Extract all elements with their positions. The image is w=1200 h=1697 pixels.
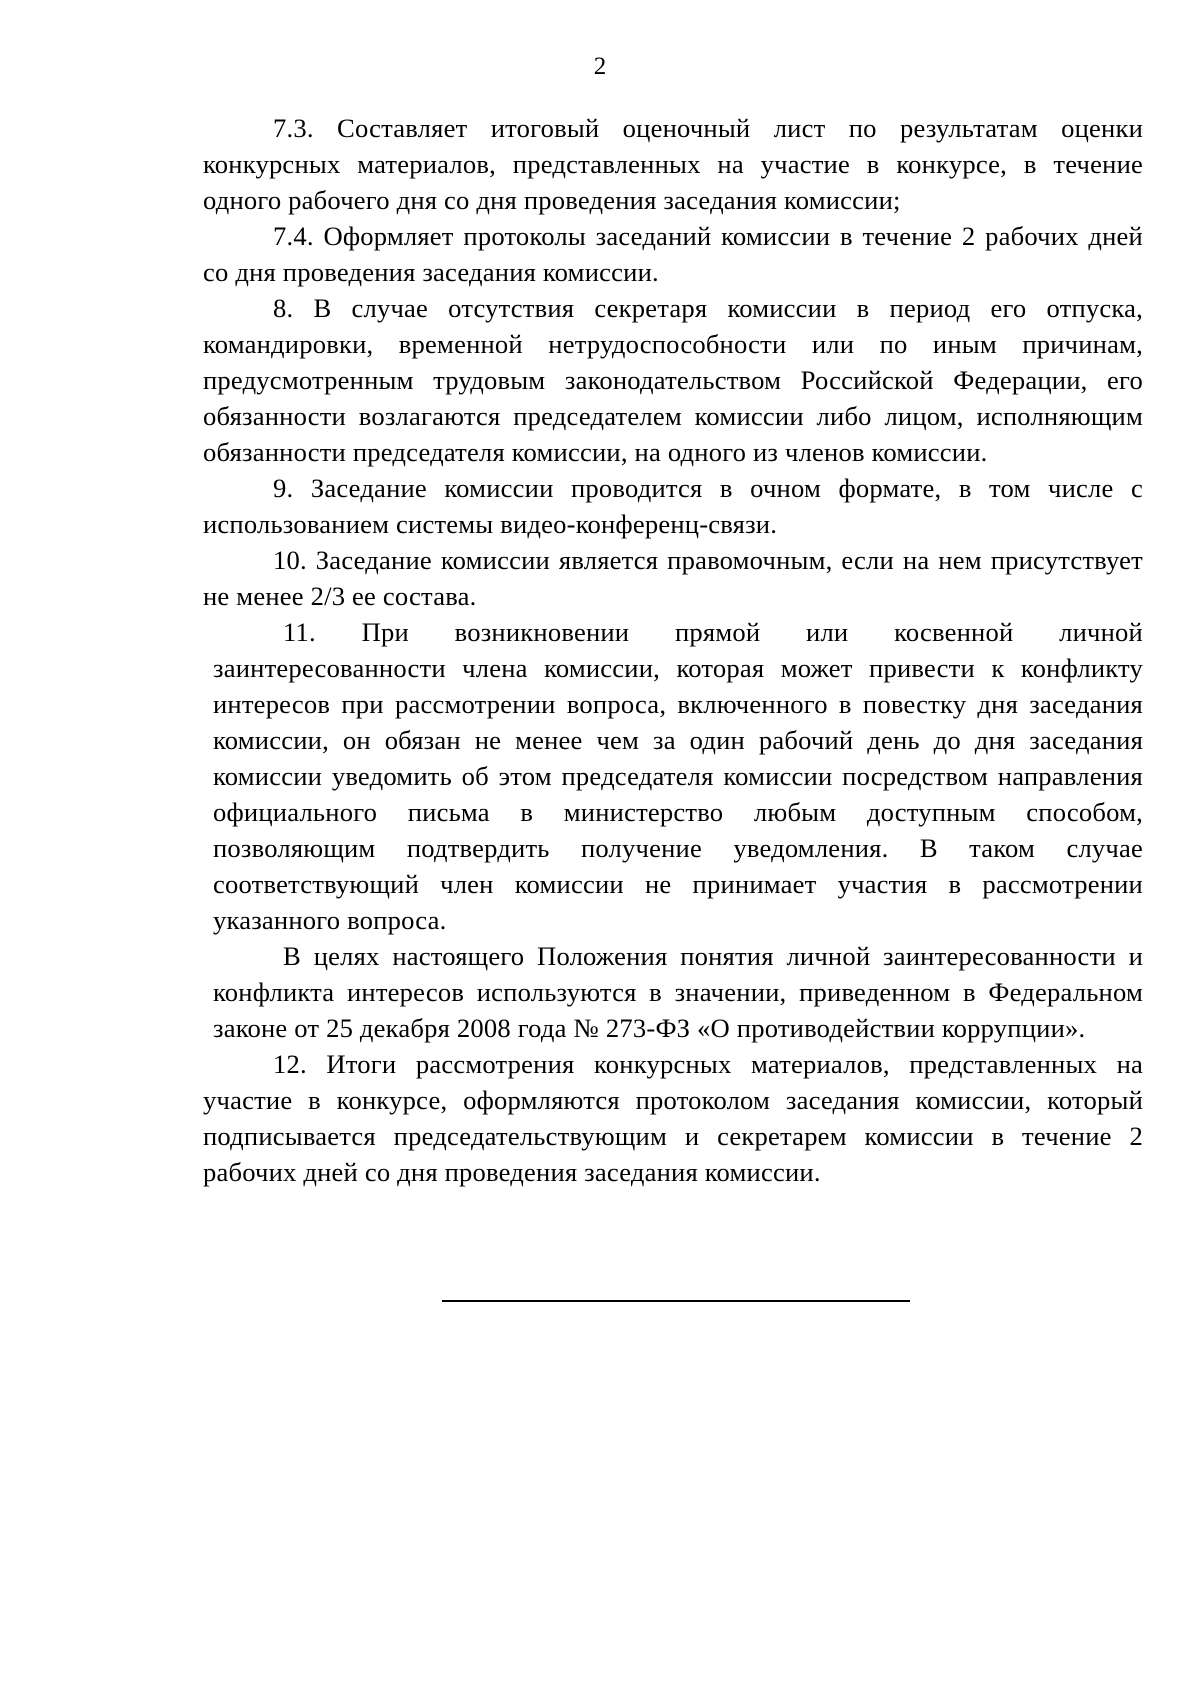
paragraph-7-4: 7.4. Оформляет протоколы заседаний комиссии в течение 2 рабочих дней со дня проведения заседания комиссии. (203, 221, 1143, 287)
page-number: 2 (593, 53, 607, 80)
paragraph-10: 10. Заседание комиссии является правомочным, если на нем присутствует не менее 2/3 ее состава. (203, 545, 1143, 611)
paragraph-8: 8. В случае отсутствия секретаря комиссии в период его отпуска, командировки, временной нетрудоспособности или по иным причинам, предусмотренным трудовым законодательством Российской Федерации, его обязанности возлагаются председателем комиссии либо лицом, исполняющим обязанности председателя комиссии, на одного из членов комиссии. (203, 293, 1143, 467)
paragraph-12: 12. Итоги рассмотрения конкурсных материалов, представленных на участие в конкурсе, оформляются протоколом заседания комиссии, который подписывается председательствующим и секретарем комиссии в течение 2 рабочих дней со дня проведения заседания комиссии. (203, 1049, 1143, 1187)
end-separator-line (442, 1300, 910, 1302)
paragraph-7-3: 7.3. Составляет итоговый оценочный лист по результатам оценки конкурсных материалов, представленных на участие в конкурсе, в течение одного рабочего дня со дня проведения заседания комиссии; (203, 113, 1143, 215)
paragraph-11: 11. При возникновении прямой или косвенной личной заинтересованности члена комиссии, которая может привести к конфликту интересов при рассмотрении вопроса, включенного в повестку дня заседания комиссии, он обязан не менее чем за один рабочий день до дня заседания комиссии уведомить об этом председателя комиссии посредством направления официального письма в министерство любым доступным способом, позволяющим подтвердить получение уведомления. В таком случае соответствующий член комиссии не принимает участия в рассмотрении указанного вопроса. (213, 617, 1143, 935)
document-body (203, 110, 1143, 1190)
paragraph-9: 9. Заседание комиссии проводится в очном формате, в том числе с использованием системы видео-конференц-связи. (203, 473, 1143, 539)
paragraph-11-definitions: В целях настоящего Положения понятия личной заинтересованности и конфликта интересов используются в значении, приведенном в Федеральном законе от 25 декабря 2008 года № 273-ФЗ «О противодействии коррупции». (213, 941, 1143, 1043)
